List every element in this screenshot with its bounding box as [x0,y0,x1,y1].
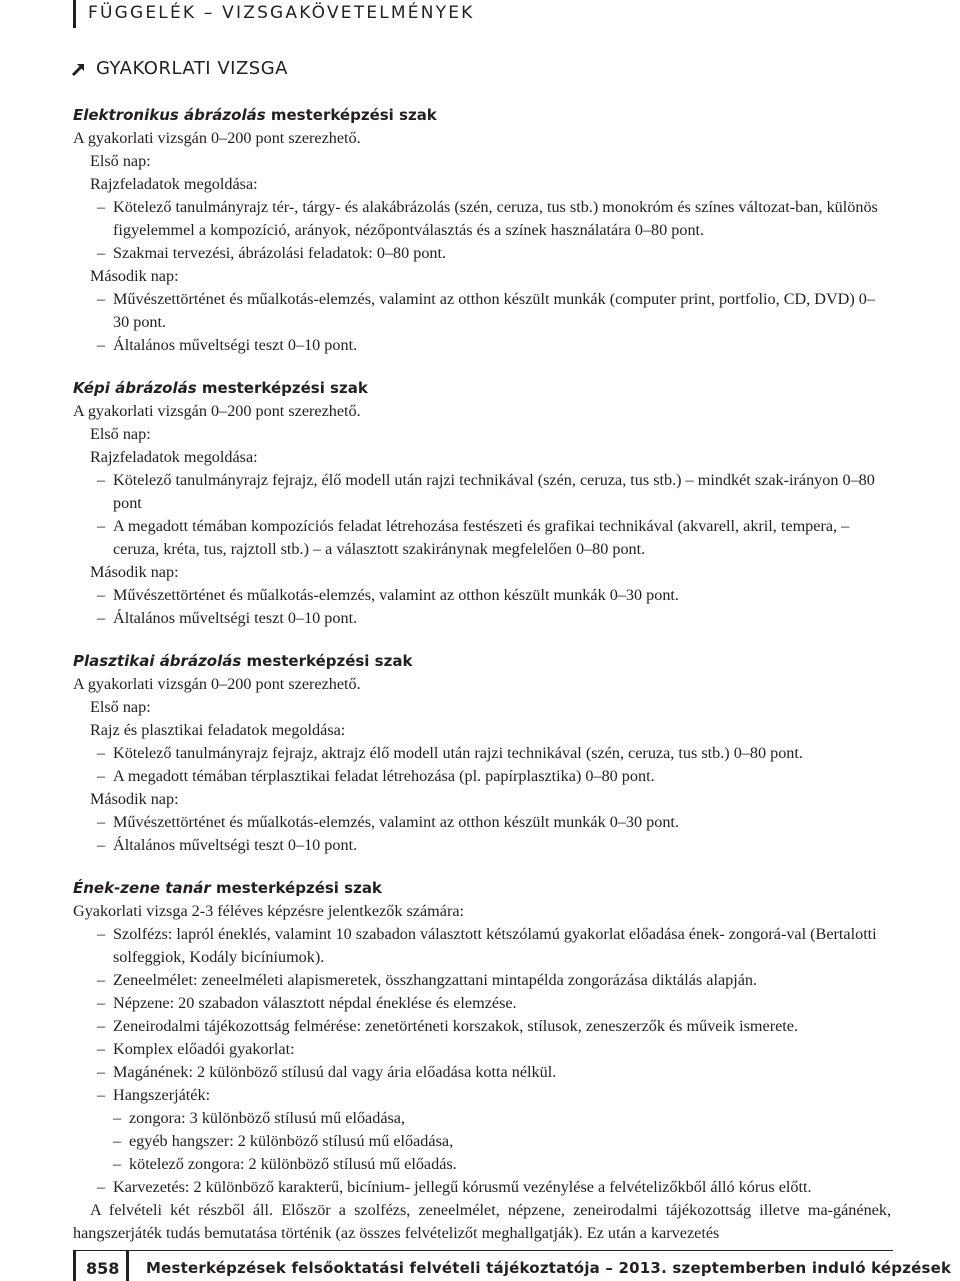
list-item: – Művészettörténet és műalkotás-elemzés, valamint az otthon készült munkák 0–30 pont. [73,811,891,834]
page-content [73,104,891,1265]
list-item: – Karvezetés: 2 különböző karakterű, bicínium- jellegű kórusmű vezénylése a felvételizőkből álló kórus előtt. [73,1176,891,1199]
list-item: – Magánének: 2 különböző stílusú dal vagy ária előadása kotta nélkül. [73,1061,891,1084]
list-item: – Kötelező tanulmányrajz fejrajz, élő modell után rajzi technikával (szén, ceruza, tus stb.) – mindkét szak-irányon 0–80 pont [73,469,891,515]
program-type: mesterképzési szak [196,379,368,397]
list-item: – A megadott témában térplasztikai feladat létrehozása (pl. papírplasztika) 0–80 pont. [73,765,891,788]
sub-list-item: – kötelező zongora: 2 különböző stílusú mű előadás. [73,1153,891,1176]
text-line: Rajz és plasztikai feladatok megoldása: [90,721,346,739]
list-item: – Zeneelmélet: zeneelméleti alapismeretek, összhangzattani mintapélda zongorázása diktálás alapján. [73,969,891,992]
sub-list-item: – zongora: 3 különböző stílusú mű előadása, [73,1107,891,1130]
program-type: mesterképzési szak [265,106,437,124]
page-number: 858 [86,1259,120,1278]
list-item: – Kötelező tanulmányrajz fejrajz, aktrajz élő modell után rajzi technikával (szén, ceruza, tus stb.) 0–80 pont. [73,742,891,765]
text-line: Második nap: [90,790,179,808]
list-item: – A megadott témában kompozíciós feladat létrehozása festészeti és grafikai technikával (akvarell, akril, tempera, – ceruza, kréta, tus, rajztoll stb.) – a választott szakiránynak megfelelően 0–80 pont. [73,515,891,561]
program-name: Plasztikai ábrázolás [73,652,242,670]
text-line: A gyakorlati vizsgán 0–200 pont szerezhető. [73,402,361,420]
list-item: – Művészettörténet és műalkotás-elemzés, valamint az otthon készült munkák 0–30 pont. [73,584,891,607]
header-rule [73,0,76,28]
text-line: Első nap: [90,425,151,443]
program-heading [73,104,891,127]
text-line: Második nap: [90,563,179,581]
list-item: – Általános műveltségi teszt 0–10 pont. [73,834,891,857]
program-elektronikus [73,104,891,357]
program-kepi [73,377,891,630]
sub-list-item: – egyéb hangszer: 2 különböző stílusú mű előadása, [73,1130,891,1153]
footer-rule-left [73,1251,76,1281]
list-item: – Zeneirodalmi tájékozottság felmérése: zenetörténeti korszakok, stílusok, zeneszerzők és műveik ismerete. [73,1015,891,1038]
list-item: – Szakmai tervezési, ábrázolási feladatok: 0–80 pont. [73,242,891,265]
program-name: Ének-zene tanár [73,879,211,897]
program-heading [73,650,891,673]
program-name: Képi ábrázolás [73,379,197,397]
list-item: – Szolfézs: lapról éneklés, valamint 10 szabadon választott kétszólamú gyakorlat előadása ének- zongorá-val (Bertalotti solfeggiok, Kodály bicíniumok). [73,923,891,969]
list-item: – Művészettörténet és műalkotás-elemzés, valamint az otthon készült munkák (computer print, portfolio, CD, DVD) 0–30 pont. [73,288,891,334]
program-name: Elektronikus ábrázolás [73,106,266,124]
list-item: – Komplex előadói gyakorlat: [73,1038,891,1061]
text-line: Első nap: [90,698,151,716]
text-line: Rajzfeladatok megoldása: [90,448,258,466]
text-line: A gyakorlati vizsgán 0–200 pont szerezhető. [73,675,361,693]
paragraph: A felvételi két részből áll. Először a szolfézs, zeneelmélet, népzene, zeneirodalmi tájékozottság illetve ma-gánének, hangszerjáték tudás bemutatása történik (az összes felvételizőt meghallgatják). Ez után a karvezetés [73,1201,891,1242]
program-heading [73,877,891,900]
running-header: FÜGGELÉK – VIZSGAKÖVETELMÉNYEK [88,3,475,23]
section-title-text: GYAKORLATI VIZSGA [96,58,288,79]
arrow-up-right-icon [70,60,88,78]
list-item: – Általános műveltségi teszt 0–10 pont. [73,334,891,357]
text-line: Első nap: [90,152,151,170]
section-title [70,58,288,79]
list-item: – Általános műveltségi teszt 0–10 pont. [73,607,891,630]
footer-title: Mesterképzések felsőoktatási felvételi tájékoztatója – 2013. szeptemberben induló képzések [146,1259,952,1277]
footer-rule-right [126,1251,129,1281]
list-item: – Hangszerjáték: [73,1084,891,1107]
text-line: A gyakorlati vizsgán 0–200 pont szerezhető. [73,129,361,147]
program-heading [73,377,891,400]
program-type: mesterképzési szak [210,879,382,897]
list-item: – Népzene: 20 szabadon választott népdal éneklése és elemzése. [73,992,891,1015]
footer-divider [73,1250,893,1251]
list-item: – Kötelező tanulmányrajz tér-, tárgy- és alakábrázolás (szén, ceruza, tus stb.) monokróm és színes változat-ban, különös figyelemmel a kompozíció, arányok, nézőpontválasztás és a színek használatára 0–80 pont. [73,196,891,242]
program-plasztikai [73,650,891,857]
program-type: mesterképzési szak [241,652,413,670]
text-line: Rajzfeladatok megoldása: [90,175,258,193]
program-enek-zene [73,877,891,1245]
text-line: Gyakorlati vizsga 2-3 féléves képzésre jelentkezők számára: [73,902,465,920]
text-line: Második nap: [90,267,179,285]
